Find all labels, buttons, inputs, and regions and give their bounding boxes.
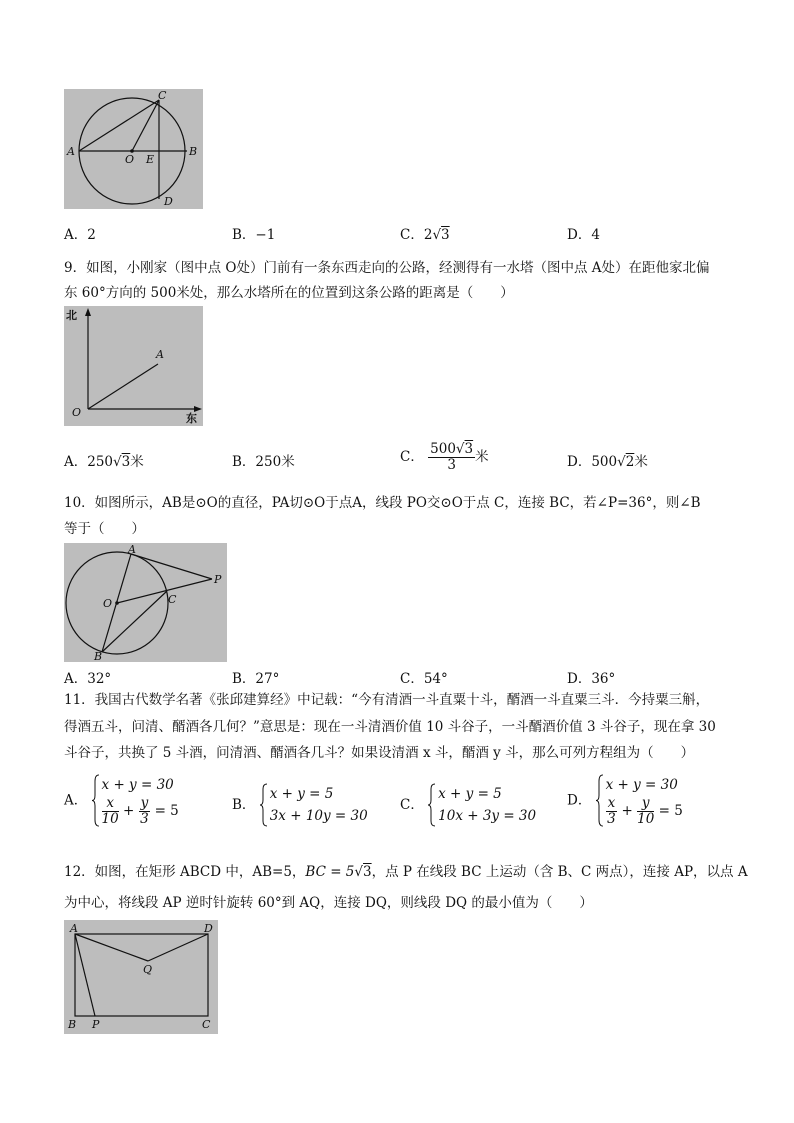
- brace-icon: [428, 783, 436, 827]
- q11-option-d[interactable]: D． x + y = 30 $\frac{x}{3}$ + $\frac{y}{10}$ = 5: [567, 774, 683, 827]
- q8-option-d[interactable]: D．4: [567, 227, 600, 243]
- q8-option-c[interactable]: C．2√3: [400, 227, 450, 243]
- label-O: O: [72, 406, 82, 419]
- label-east: 东: [186, 412, 197, 425]
- label-A: A: [156, 348, 164, 361]
- q10-option-b[interactable]: B．27°: [232, 671, 280, 687]
- label-A: A: [70, 922, 78, 935]
- q10-text-line1: 10．如图所示，AB是⊙O的直径，PA切⊙O于点A，线段 PO交⊙O于点 C，连接 BC，若∠P=36°，则∠B: [64, 495, 701, 511]
- q9-option-b[interactable]: B．250米: [232, 454, 295, 470]
- label-B: B: [94, 650, 103, 662]
- figure-q10-tangent: [64, 543, 227, 662]
- label-D: D: [204, 922, 213, 935]
- q10-option-c[interactable]: C．54°: [400, 671, 448, 687]
- q9-text-line2: 东 60°方向的 500米处，那么水塔所在的位置到这条公路的距离是（ ）: [64, 285, 514, 301]
- brace-icon: [92, 774, 100, 827]
- q11-text-line1: 11．我国古代数学名著《张邱建算经》中记载：“今有清酒一斗直粟十斗，醑酒一斗直粟三斗．今持粟三斛，: [64, 692, 710, 708]
- q9-option-a[interactable]: A．250√3米: [64, 454, 144, 470]
- q12-text-line2: 为中心，将线段 AP 逆时针旋转 60°到 AQ，连接 DQ，则线段 DQ 的最小值为（ ）: [64, 895, 593, 911]
- q8-option-a[interactable]: A．2: [64, 227, 96, 243]
- figure-q12-svg: [64, 920, 218, 1034]
- q11-text-line3: 斗谷子，共换了 5 斗酒，问清酒、醑酒各几斗？如果设清酒 x 斗，醑酒 y 斗，那么可列方程组为（ ）: [64, 745, 695, 761]
- label-O: O: [103, 597, 113, 610]
- figure-q10-svg: [64, 543, 227, 662]
- q8-option-b[interactable]: B．−1: [232, 227, 276, 243]
- label-A: A: [128, 543, 136, 556]
- label-B: B: [189, 145, 198, 158]
- figure-q9-direction: [64, 306, 203, 426]
- label-P: P: [214, 573, 222, 586]
- q9-text-line1: 9．如图，小刚家（图中点 O处）门前有一条东西走向的公路，经测得有一水塔（图中点 A处）在距他家北偏: [64, 260, 710, 276]
- q10-text-line2: 等于（ ）: [64, 521, 145, 537]
- q12-text-line1: 12．如图，在矩形 ABCD 中，AB=5，BC = 5√3，点 P 在线段 BC 上运动（含 B、C 两点），连接 AP，以点 A: [64, 864, 748, 880]
- label-C: C: [158, 89, 167, 102]
- label-D: D: [164, 195, 173, 208]
- q11-option-a[interactable]: A． x + y = 30 $\frac{x}{10}$ + $\frac{y}{3}$ = 5: [64, 774, 179, 827]
- label-E: E: [146, 153, 155, 166]
- q11-text-line2: 得酒五斗，问清、醑酒各几何？”意思是：现在一斗清酒价值 10 斗谷子，一斗醑酒价值 3 斗谷子，现在拿 30: [64, 719, 716, 735]
- figure-q12-rectangle: [64, 920, 218, 1034]
- label-Q: Q: [143, 963, 153, 976]
- q11-option-c[interactable]: C． x + y = 5 10x + 3y = 30: [400, 783, 536, 827]
- q9-option-c[interactable]: C． $\frac{500√3}{3}$ 米: [400, 441, 489, 473]
- label-B: B: [68, 1018, 77, 1031]
- label-O: O: [125, 153, 135, 166]
- figure-q8-circle: [64, 89, 203, 209]
- q10-option-d[interactable]: D．36°: [567, 671, 616, 687]
- label-north: 北: [66, 309, 77, 322]
- label-P: P: [92, 1018, 100, 1031]
- q10-option-a[interactable]: A．32°: [64, 671, 112, 687]
- label-C: C: [202, 1018, 211, 1031]
- brace-icon: [260, 783, 268, 827]
- q9-option-d[interactable]: D．500√2米: [567, 454, 648, 470]
- figure-q9-svg: [64, 306, 203, 426]
- label-C: C: [168, 593, 177, 606]
- figure-q8-svg: [64, 89, 203, 209]
- brace-icon: [596, 774, 604, 827]
- q11-option-b[interactable]: B． x + y = 5 3x + 10y = 30: [232, 783, 368, 827]
- label-A: A: [67, 145, 75, 158]
